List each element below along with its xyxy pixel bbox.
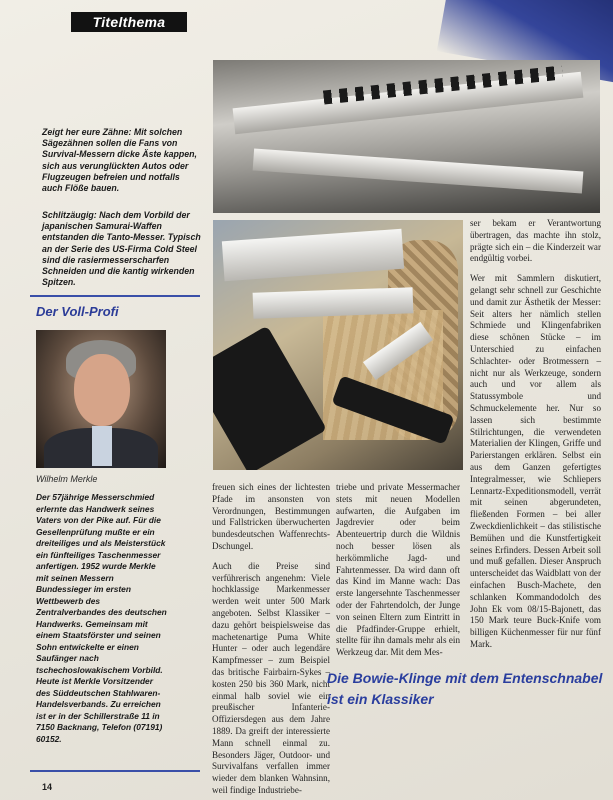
section-tag: Titelthema [71,12,187,32]
box-rule-top [30,295,200,297]
article-column-3 [470,218,601,659]
page-number: 14 [42,782,53,792]
profile-box-title: Der Voll-Profi [36,304,119,319]
knife-handle-1 [213,326,327,470]
portrait-face [74,354,130,426]
article-paragraph: Wer mit Sammlern diskutiert, gelangt sehr schnell zur Geschichte und damit zur Ästhetik der Messer: Seit alters her nämlich stellen Schmiede und Klingenfabriken diese schönen Stücke – im Unterschied zu einfachen Schlachter- oder Brotmessern – nicht nur als Werkzeuge, sondern auch und vor allem als Statussymbole und Schmuckelemente her. Nur so lassen sich bestimmte Stilrichtungen, die verwendeten Materialien der Klingen, Griffe und Parierstangen erklären. Selbst ein aus dem Ganzen gefertigtes Integralmesser, wie Schliepers Lennartz-Expeditionsmodell, verrät mit seinen abgerundeten, fließenden Formen – bei aller Zweckdienlichkeit – das stilistische Bemühen und die Kunstfertigkeit seines Erfinders. Dessen Arbeit soll und muß gefallen. Dieser Anspruch unterscheidet das Waidblatt von der einfachen Busch-Machete, den schlanken Kommandodolch des John Ek vom 08/15-Bajonett, das 150 Mark teure Buck-Knife vom billigen Küchenmesser für nur fünf Mark. [470,273,601,649]
saw-blade-lower [253,149,584,194]
article-paragraph: triebe und private Messermacher stets mit neuen Modellen aufwarten, die Aufgaben im Jagdrevier oder beim Abenteuertrip durch die Wildnis noch besser lösen als herkömmliche Jagd- und Fahrtenmesser. Da wird dann oft das Kind im Manne wach: Das erste langersehnte Taschenmesser oder der Fahrtendolch, der Junge von seinen Eltern zum Eintritt in die Pfadfinder-Gruppe erhielt, stellte für ihn damals mehr als ein Werkzeug dar. Mit dem Mes- [336,482,460,658]
tanto-knives-photo [213,220,463,470]
tanto-caption: Schlitzäugig: Nach dem Vorbild der japanischen Samurai-Waffen entstanden die Tanto-Messer. Typisch an der Serie des US-Firma Cold Steel sind die rasiermesserscharfen Schneiden und die kantig wirkenden Spitzen. [42,210,201,288]
portrait-photo [36,330,166,468]
article-column-2 [336,482,460,667]
article-paragraph: freuen sich eines der lichtesten Pfade im ansonsten von Verordnungen, Bestimmungen und Fallstricken überwucherten bundesdeutschen Waffenrechts-Dschungel. [212,482,330,551]
portrait-caption: Wilhelm Merkle [36,474,98,484]
box-rule-bottom [30,770,200,772]
article-column-1 [212,482,330,800]
saw-blade-photo [213,60,600,213]
profile-box-body: Der 57jährige Messerschmied erlernte das Handwerk seines Vaters von der Pike auf. Für die Gesellenprüfung mußte er ein dreiteiliges und als Meisterstück ein fünfteiliges Taschenmesser anfertigen. 1952 wurde Merkle mit seinen Messern Bundessieger im ersten Wettbewerb des Zentralverbandes des deutschen Handwerks. Gemeinsam mit einem Staatsförster und seinen Sohn entwickelte er einen Saufänger nach tschechoslowakischem Vorbild. Heute ist Merkle Vorsitzender des Süddeutschen Stahlwaren-Handelsverbands. Zu erreichen ist er in der Schillerstraße 11 in 7150 Backnang, Telefon (07191) 60152. [36,492,167,744]
saw-caption: Zeigt her eure Zähne: Mit solchen Sägezähnen sollen die Fans von Survival-Messern dicke Äste kappen, sich aus verunglückten Autos oder Flugzeugen befreien und notfalls auch Flöße bauen. [42,127,197,194]
portrait-shirt [92,426,112,466]
tanto-blade-1 [222,229,404,281]
pull-quote: Die Bowie-Klinge mit dem Entenschnabel ist ein Klassiker [327,670,603,707]
article-paragraph: Auch die Preise sind verführerisch angenehm: Viele hochklassige Markenmesser werden weit unter 500 Mark angeboten. Selbst Klassiker – dazu gehört beispielsweise das machetenartige Puma White Hunter – oder auch legendäre Kampfmesser – zum Beispiel das britische Fairbairn-Sykes – kosten 250 bis 360 Mark, nicht einmal halb soviel wie ein preußischer Infanterie-Offiziersdegen aus dem Jahre 1889. Da greift der interessierte Mann schnell einmal zu. Besonders Jäger, Outdoor- und Survivalfans verfallen immer wieder dem blanken Wahnsinn, weil findige Industriebe- [212,560,330,795]
article-paragraph: ser bekam er Verantwortung übertragen, das machte ihn stolz, prägte sich ein – die Kinderzeit war endgültig vorbei. [470,218,601,264]
